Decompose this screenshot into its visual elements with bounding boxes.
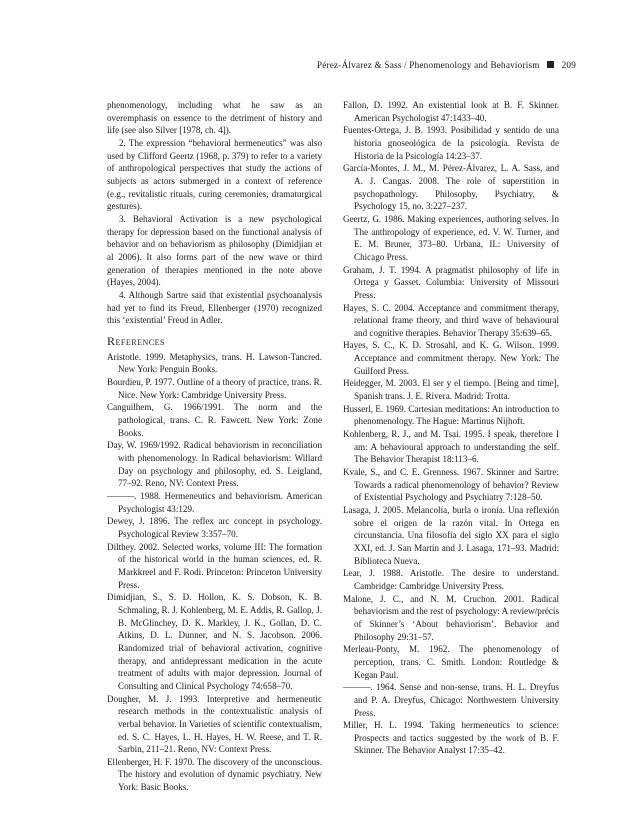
references-heading: References [107, 333, 165, 348]
reference-hayes-1999: Hayes, S. C., K. D. Strosahl, and K. G. Wilson. 1999. Acceptance and commitment therapy. New York: The Guilford Press. [343, 340, 559, 376]
note-4: 4. Although Sartre said that existential psychoanalysis had yet to find its Freud, Ellenberger (1970) recognized this ‘existential’ Freud in Adler. [107, 289, 322, 326]
reference-fallon: Fallon, D. 1992. An existential look at B. F. Skinner. American Psychologist 47:1433–40. [343, 100, 559, 123]
square-bullet-icon [547, 61, 554, 68]
reference-malone: Malone, J. C., and N. M. Cruchon. 2001. Radical behaviorism and the rest of psychology: A review/précis of Skinner’s ‘About behaviorism’. Behavior and Philosophy 29:31–57. [343, 593, 559, 642]
reference-graham: Graham, J. T. 1994. A pragmatist philosophy of life in Ortega y Gasset. Columbia: University of Missouri Press. [343, 264, 559, 300]
reference-kohlenberg: Kohlenberg, R. J., and M. Tsai. 1995. I speak, therefore I am: A behavioural approach to understanding the self. The Behavior Therapist 18:113–6. [343, 429, 559, 465]
reference-canguilhem: Canguilhem, G. 1966/1991. The norm and the pathological, trans. C. R. Fawcett. New York: Zone Books. [107, 402, 322, 438]
reference-bourdieu: Bourdieu, P. 1977. Outline of a theory of practice, trans. R. Nice. New York: Cambridge University Press. [107, 377, 322, 400]
reference-husserl: Husserl, E. 1969. Cartesian meditations: An introduction to phenomenology. The Hague: Martinus Nijhoft. [343, 403, 559, 427]
reference-fuentes-ortega: Fuentes-Ortega, J. B. 1993. Posibilidad y sentido de una historia gnoseológica de la psicología. Revista de Historia de la Psicología 14:23–37. [343, 125, 559, 161]
reference-lasaga: Lasaga, J. 2005. Melancolía, burla o ironía. Una reflexión sobre el origen de la razón vital. In Ortega en circunstancia. Una filosofía del siglo XX para el siglo XXI, ed. J. San Martín and J. Lasaga, 171–93. Madrid: Biblioteca Nueva. [343, 505, 559, 566]
reference-dougher: Dougher, M. J. 1993. Interpretive and hermeneutic research methods in the contextualistic analysis of verbal behavior. In Varieties of scientific contextualism, ed. S. C. Hayes, L. H. Hayes, H. W. Reese, and T. R. Sarbin, 211–21. Reno, NV: Context Press. [107, 693, 322, 755]
reference-dimidjian: Dimidjian, S., S. D. Hollon, K. S. Dobson, K. B. Schmaling, R. J. Kohlenberg, M. E. Addis, R. Gallop, J. B. McGlinchey, D. K. Markley, J. K., Gollan, D. C. Atkins, D. L. Dunner, and N. S. Jacobson. 2006. Randomized trial of behavioral activation, cognitive therapy, and antidepressant medication in the acute treatment of adults with major depression. Journal of Consulting and Clinical Psychology 74:658–70. [107, 592, 322, 691]
reference-lear: Lear, J. 1988. Aristotle. The desire to understand. Cambridge: Cambridge University Press. [343, 568, 559, 591]
reference-ellenberger: Ellenberger, H. F. 1970. The discovery of the unconscious. The history and evolution of dynamic psychiatry. New York: Basic Books. [107, 756, 322, 793]
reference-kvale: Kvale, S., and C. E. Grenness. 1967. Skinner and Sartre: Towards a radical phenomenology of behavior? Review of Existential Psychology and Psychiatry 7:128–50. [343, 467, 559, 503]
reference-dilthey: Dilthey. 2002. Selected works, volume III: The formation of the historical world in the human sciences, ed. R. Markkreel and F. Rodi. Princeton: Princeton University Press. [107, 541, 322, 590]
right-column [343, 99, 559, 757]
reference-miller: Miller, H. L. 1994. Taking hermeneutics to science: Prospects and tactics suggested by the work of B. F. Skinner. The Behavior Analyst 17:35–42. [343, 720, 559, 756]
reference-merleau-ponty-1962: Merleau-Ponty, M. 1962. The phenomenology of perception, trans. C. Smith. London: Routledge & Kegan Paul. [343, 644, 559, 680]
page-number: 209 [561, 60, 576, 70]
reference-geertz: Geertz, G. 1986. Making experiences, authoring selves. In The anthropology of experience, ed. V. W. Turner, and E. M. Bruner, 373–80. Urbana, IL: University of Chicago Press. [343, 213, 559, 262]
note-3: 3. Behavioral Activation is a new psychological therapy for depression based on the functional analysis of behavior and on behaviorism as philosophy (Dimidjian et al 2006). It also forms part of the new wave or third generation of therapies mentioned in the note above (Hayes, 2004). [107, 213, 322, 288]
reference-dewey: Dewey, J. 1896. The reflex arc concept in psychology. Psychological Review 3:357–70. [107, 516, 322, 539]
reference-merleau-ponty-1964: ———. 1964. Sense and non-sense, trans. H. L. Dreyfus and P. A. Dreyfus, Chicago: Northwestern University Press. [343, 682, 559, 718]
running-title: Pérez-Álvarez & Sass / Phenomenology and Behaviorism [316, 60, 540, 70]
note-2: 2. The expression “behavioral hermeneutics” was also used by Clifford Geertz (1968, p. 379) to refer to a variety of anthropological perspectives that study the actions of subjects as actors submerged in a context of reference (e.g., revitalistic rituals, curing ceremonies, dramaturgical gestures). [107, 137, 322, 212]
reference-heidegger: Heidegger, M. 2003. El ser y el tiempo. [Being and time], Spanish trans. J. E. Rivera. Madrid: Trotta. [343, 378, 559, 402]
reference-hayes-2004: Hayes, S. C. 2004. Acceptance and commitment therapy, relational frame theory, and third wave of behavioural and cognitive therapies. Behavior Therapy 35:639–65. [343, 302, 559, 338]
reference-garcia-montes: García-Montes, J. M., M. Pérez-Álvarez, L. A. Sass, and A. J. Cangas. 2008. The role of superstition in psychopathology. Philosophy, Psychiatry, & Psychology 15, no. 3:227–237. [343, 163, 559, 212]
running-header [317, 60, 576, 70]
note-1-continued: phenomenology, including what he saw as an overemphasis on essence to the detriment of history and life (see also Silver [1978, ch. 4]). [107, 100, 322, 136]
reference-day-1988: ———. 1988. Hermeneutics and behaviorism. American Psychologist 43:129. [107, 491, 322, 514]
reference-day-1969: Day, W. 1969/1992. Radical behaviorism in reconciliation with phenomenology. In Radical behaviorism: Willard Day on psychology and philosophy, ed. S. Leigland, 77–92. Reno, NV: Context Press. [107, 440, 322, 489]
reference-aristotle: Aristotle. 1999. Metaphysics, trans. H. Lawson-Tancred. New York: Penguin Books. [107, 351, 322, 375]
left-column [107, 99, 322, 794]
